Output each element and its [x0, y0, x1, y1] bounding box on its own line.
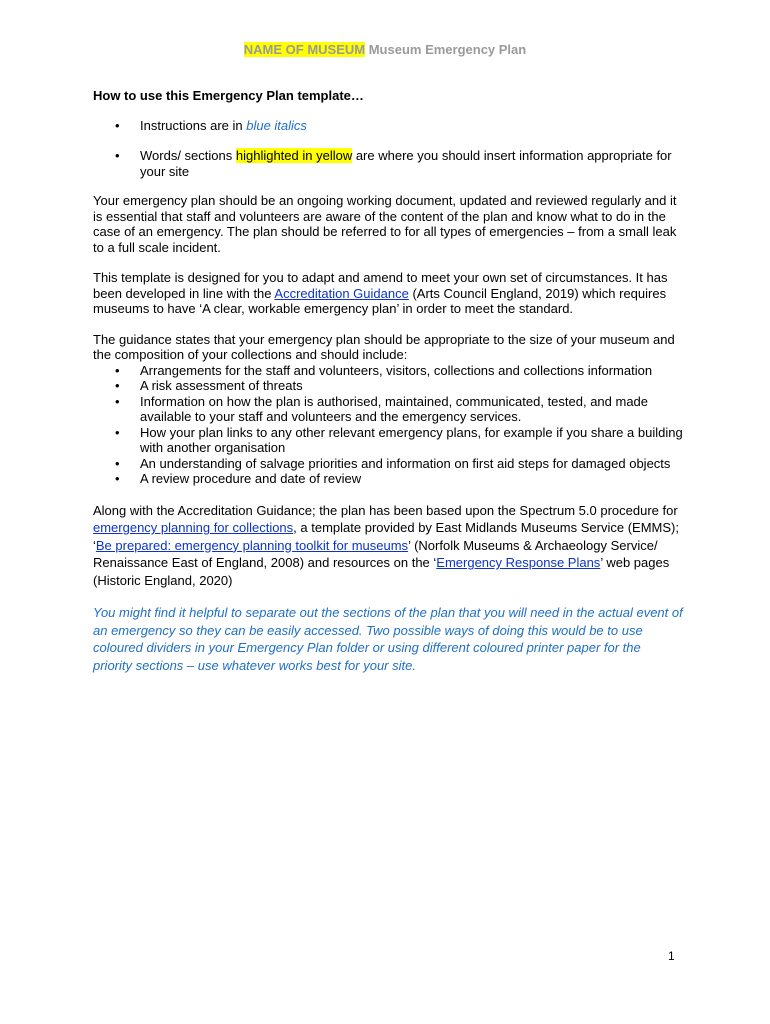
- paragraph-text: (Arts Council England, 2019) which requires museums to have ‘A clear, workable emergency plan’ in order to meet the standard.: [93, 285, 667, 316]
- list-item-text: An understanding of salvage priorities and information on first aid steps for damaged objects: [140, 455, 671, 471]
- emergency-response-plans-link[interactable]: Emergency Response Plans: [436, 555, 601, 570]
- list-item: [93, 118, 683, 134]
- list-item-text: Information on how the plan is authorised, maintained, communicated, tested, and made available to your staff and volunteers and the emergency services.: [140, 393, 649, 424]
- paragraph-template: [93, 270, 683, 317]
- list-item: [93, 378, 683, 394]
- instruction-note: You might find it helpful to separate out the sections of the plan that you will need in the actual event of an emergency so they can be easily accessed. Two possible ways of doing this would be to use coloured dividers in your Emergency Plan folder or using different coloured printer paper for the priority sections – use whatever works best for your site.: [93, 605, 683, 673]
- bullet-icon: •: [115, 378, 120, 393]
- guidance-list: [93, 363, 683, 487]
- paragraph-sources: [93, 502, 683, 590]
- bullet-icon: •: [115, 455, 120, 471]
- list-item: [93, 471, 683, 487]
- paragraph-text: , a template provided by East Midlands Museums Service (EMMS); ‘: [93, 520, 679, 553]
- museum-name-placeholder: NAME OF MUSEUM: [243, 42, 366, 57]
- list-item: [93, 363, 683, 379]
- bullet-icon: •: [115, 471, 120, 486]
- list-item-text: Arrangements for the staff and volunteers, visitors, collections and collections information: [140, 362, 653, 378]
- header-title: Museum Emergency Plan: [365, 42, 527, 57]
- paragraph-intro: Your emergency plan should be an ongoing working document, updated and reviewed regularly and it is essential that staff and volunteers are aware of the content of the plan and know what to do in the case of an emergency. The plan should be referred to for all types of emergencies – from a small leak to a full scale incident.: [93, 193, 677, 255]
- bullet-icon: •: [115, 148, 120, 163]
- list-item-text: A review procedure and date of review: [140, 471, 362, 486]
- paragraph-guidance: The guidance states that your emergency plan should be appropriate to the size of your museum and the composition of your collections and should include:: [93, 331, 675, 362]
- instruction-italic-sample: blue italics: [246, 117, 307, 133]
- list-item-text: How your plan links to any other relevant emergency plans, for example if you share a building with another organisation: [140, 424, 683, 455]
- paragraph-text: This template is designed for you to adapt and amend to meet your own set of circumstances. It has been developed in line with the: [93, 270, 668, 301]
- instruction-text: Words/ sections: [140, 148, 236, 163]
- bullet-icon: •: [115, 117, 120, 133]
- list-item-text: A risk assessment of threats: [140, 378, 303, 393]
- accreditation-guidance-link[interactable]: Accreditation Guidance: [274, 285, 409, 301]
- paragraph-text: Along with the Accreditation Guidance; the plan has been based upon the Spectrum 5.0 procedure for: [93, 502, 678, 518]
- bullet-icon: •: [115, 424, 120, 440]
- list-item: [93, 425, 683, 456]
- list-item: [93, 394, 683, 425]
- highlight-sample: highlighted in yellow: [235, 148, 353, 163]
- emergency-planning-link[interactable]: emergency planning for collections: [93, 520, 294, 535]
- page-header: [0, 42, 770, 57]
- list-item: [93, 456, 683, 472]
- instruction-text: Instructions are in: [140, 117, 247, 133]
- paragraph-text: ’ (Norfolk Museums & Archaeology Service/ Renaissance East of England, 2008) and resources on the ‘: [93, 537, 658, 570]
- section-heading: How to use this Emergency Plan template…: [93, 88, 364, 103]
- page-number: 1: [668, 949, 675, 963]
- paragraph-text: ’ web pages (Historic England, 2020): [93, 555, 670, 588]
- list-item: [93, 148, 683, 179]
- be-prepared-toolkit-link[interactable]: Be prepared: emergency planning toolkit for museums: [95, 537, 409, 553]
- bullet-icon: •: [115, 362, 120, 378]
- document-body: [93, 88, 683, 689]
- instruction-text: are where you should insert information appropriate for your site: [140, 148, 672, 179]
- bullet-icon: •: [115, 393, 120, 409]
- instructions-list: [93, 118, 683, 180]
